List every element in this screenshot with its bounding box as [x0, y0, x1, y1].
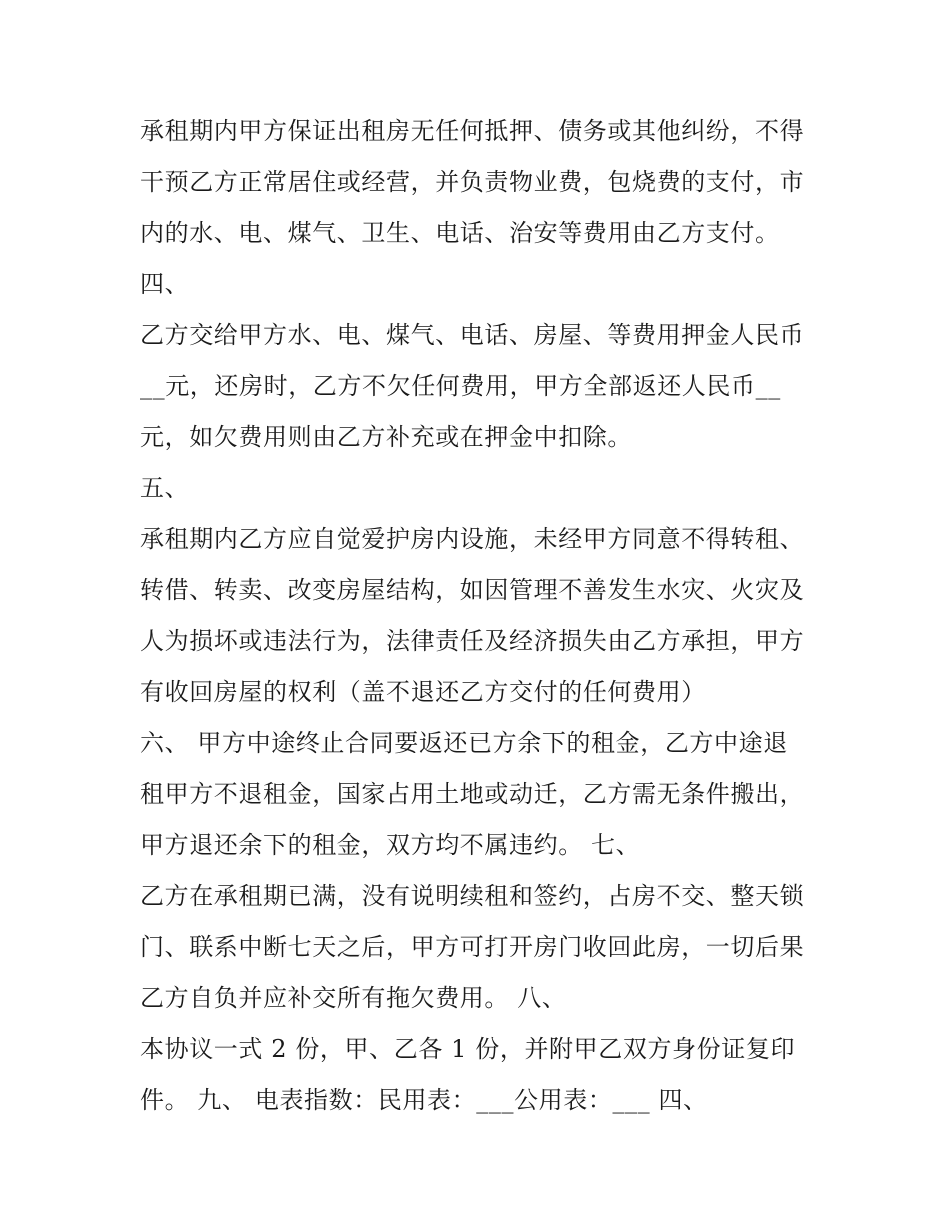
text-line: 承租期内甲方保证出租房无任何抵押、债务或其他纠纷，不得 — [140, 117, 805, 145]
text-line: 甲方退还余下的租金，双方均不属违约。 七、 — [140, 831, 641, 859]
section-heading: 五、 — [140, 474, 190, 502]
text-line: 元，如欠费用则由乙方补充或在押金中扣除。 — [140, 423, 632, 451]
text-line: 转借、转卖、改变房屋结构，如因管理不善发生水灾、火灾及 — [140, 576, 805, 604]
text-line: 人为损坏或违法行为，法律责任及经济损失由乙方承担，甲方 — [140, 627, 805, 655]
text-line: 乙方自负并应补交所有拖欠费用。 八、 — [140, 984, 567, 1012]
text-line: 承租期内乙方应自觉爱护房内设施，未经甲方同意不得转租、 — [140, 525, 805, 553]
text-line: 干预乙方正常居住或经营，并负责物业费，包烧费的支付，市 — [140, 168, 805, 196]
text-line: 有收回房屋的权利（盖不退还乙方交付的任何费用） — [140, 678, 706, 706]
text-line: 乙方交给甲方水、电、煤气、电话、房屋、等费用押金人民币 — [140, 321, 805, 349]
text-line: 门、联系中断七天之后，甲方可打开房门收回此房，一切后果 — [140, 933, 805, 961]
text-line: 乙方在承租期已满，没有说明续租和签约，占房不交、整天锁 — [140, 882, 805, 910]
document-body — [140, 106, 830, 1126]
section-heading: 四、 — [140, 270, 190, 298]
text-line: 件。 九、 电表指数：民用表：___公用表：___ 四、 — [140, 1086, 708, 1114]
text-line: __元，还房时，乙方不欠任何费用，甲方全部返还人民币__ — [140, 372, 781, 400]
text-line: 租甲方不退租金，国家占用土地或动迁，乙方需无条件搬出， — [140, 780, 805, 808]
text-line: 六、 甲方中途终止合同要返还已方余下的租金，乙方中途退 — [140, 729, 788, 757]
text-line: 内的水、电、煤气、卫生、电话、治安等费用由乙方支付。 — [140, 219, 780, 247]
text-line: 本协议一式 2 份，甲、乙各 1 份，并附甲乙双方身份证复印 — [140, 1035, 796, 1063]
